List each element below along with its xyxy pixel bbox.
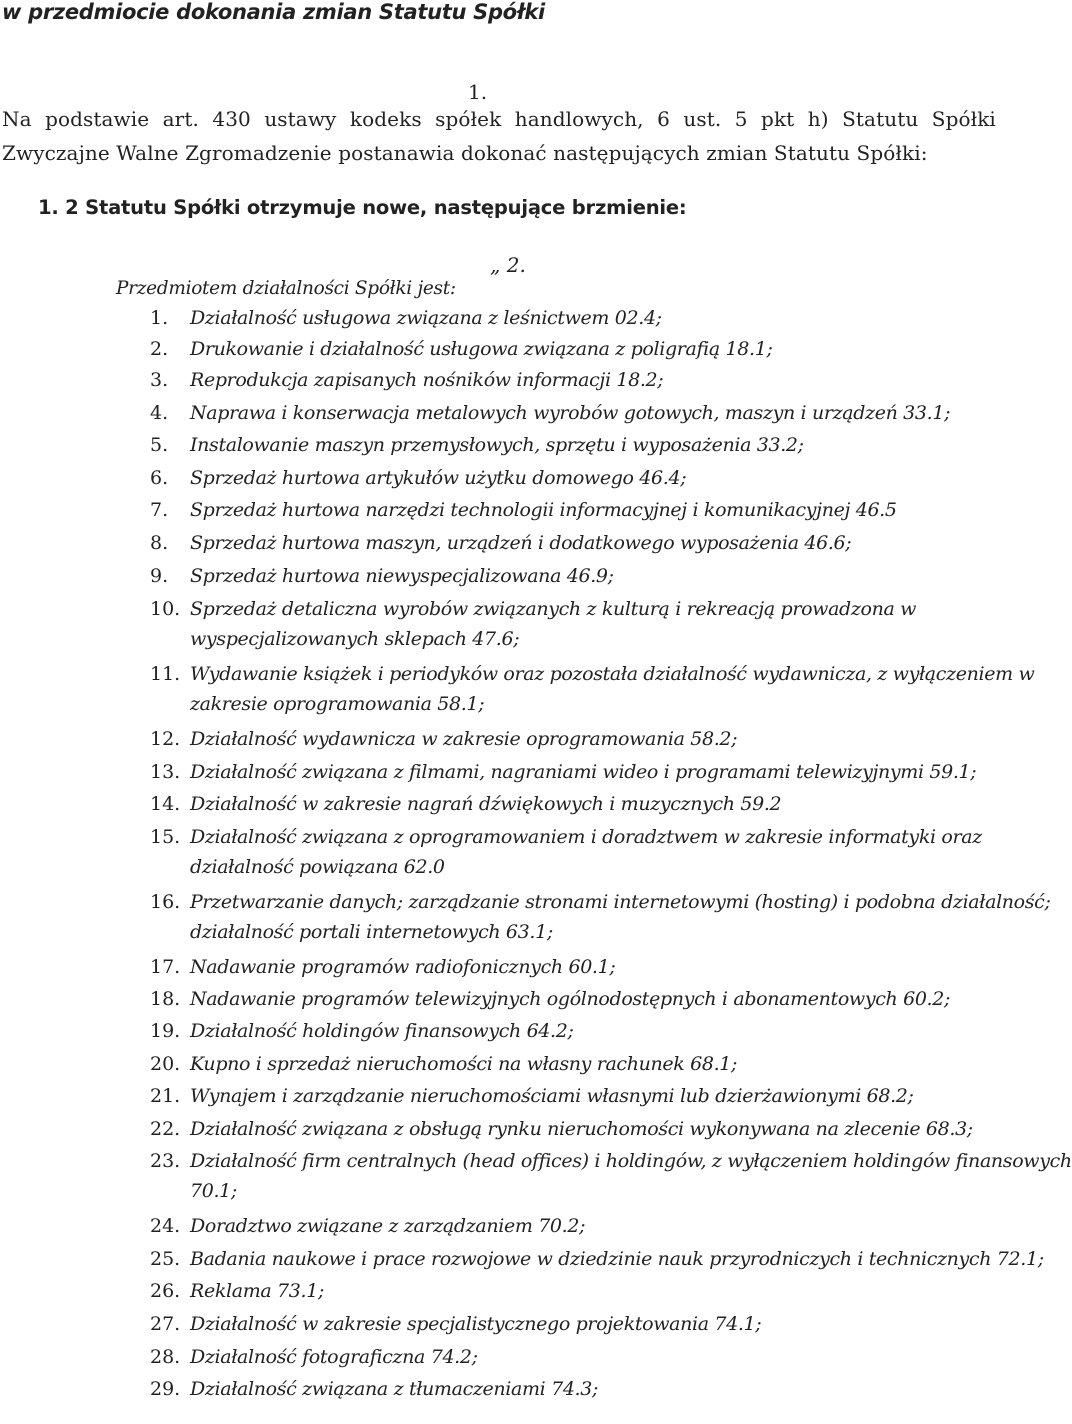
list-item-text: Sprzedaż hurtowa artykułów użytku domowego 46.4;: [190, 467, 687, 489]
list-item-number: 12.: [150, 728, 181, 750]
list-item-number: 25.: [150, 1248, 181, 1270]
list-item-number: 29.: [150, 1378, 181, 1400]
list-item-number: 27.: [150, 1313, 181, 1335]
list-item-number: 26.: [150, 1280, 181, 1302]
intro-text: Przedmiotem działalności Spółki jest:: [116, 278, 456, 299]
list-item-number: 5.: [150, 434, 169, 456]
list-item-text: Wynajem i zarządzanie nieruchomościami własnymi lub dzierżawionymi 68.2;: [190, 1085, 914, 1107]
list-item-text: Działalność związana z filmami, nagraniami wideo i programami telewizyjnymi 59.1;: [190, 761, 977, 783]
list-item-number: 8.: [150, 532, 169, 554]
list-item-text: Reklama 73.1;: [190, 1280, 325, 1302]
point-1-heading: 1. 2 Statutu Spółki otrzymuje nowe, następujące brzmienie:: [38, 196, 687, 219]
list-item-text: Sprzedaż hurtowa maszyn, urządzeń i dodatkowego wyposażenia 46.6;: [190, 532, 852, 554]
list-item-number: 7.: [150, 499, 169, 521]
list-item-number: 1.: [150, 307, 169, 329]
list-item-text: Działalność wydawnicza w zakresie oprogramowania 58.2;: [190, 728, 738, 750]
list-item-number: 9.: [150, 565, 169, 587]
list-item-number: 21.: [150, 1085, 181, 1107]
list-item-number: 2.: [150, 338, 169, 360]
list-item-text: Reprodukcja zapisanych nośników informacji 18.2;: [190, 369, 664, 391]
list-item-number: 13.: [150, 761, 181, 783]
list-item-number: 18.: [150, 988, 181, 1010]
list-item-number: 23.: [150, 1150, 181, 1172]
list-item-text: zakresie oprogramowania 58.1;: [190, 693, 485, 715]
list-item-text: Nadawanie programów telewizyjnych ogólnodostępnych i abonamentowych 60.2;: [190, 988, 951, 1010]
section-number-2: „ 2.: [490, 253, 526, 277]
list-item-text: Drukowanie i działalność usługowa związana z poligrafią 18.1;: [190, 338, 773, 360]
list-item-text: Działalność holdingów finansowych 64.2;: [190, 1020, 574, 1042]
list-item-text: działalność powiązana 62.0: [190, 856, 445, 878]
list-item-text: Instalowanie maszyn przemysłowych, sprzętu i wyposażenia 33.2;: [190, 434, 804, 456]
list-item-text: 70.1;: [190, 1180, 237, 1202]
list-item-text: Działalność związana z tłumaczeniami 74.3;: [190, 1378, 599, 1400]
list-item-number: 28.: [150, 1346, 181, 1368]
list-item-text: Działalność związana z oprogramowaniem i doradztwem w zakresie informatyki oraz: [190, 826, 982, 848]
list-item-text: Działalność związana z obsługą rynku nieruchomości wykonywana na zlecenie 68.3;: [190, 1118, 973, 1140]
list-item-text: Doradztwo związane z zarządzaniem 70.2;: [190, 1215, 586, 1237]
list-item-text: Naprawa i konserwacja metalowych wyrobów gotowych, maszyn i urządzeń 33.1;: [190, 402, 951, 424]
list-item-text: Sprzedaż hurtowa niewyspecjalizowana 46.9;: [190, 565, 614, 587]
list-item-text: Sprzedaż detaliczna wyrobów związanych z kulturą i rekreacją prowadzona w: [190, 598, 917, 620]
list-item-number: 6.: [150, 467, 169, 489]
list-item-text: Przetwarzanie danych; zarządzanie stronami internetowymi (hosting) i podobna działalność;: [190, 891, 1051, 913]
list-item-number: 24.: [150, 1215, 181, 1237]
list-item-number: 15.: [150, 826, 181, 848]
list-item-number: 14.: [150, 793, 181, 815]
list-item-text: działalność portali internetowych 63.1;: [190, 921, 553, 943]
list-item-number: 19.: [150, 1020, 181, 1042]
list-item-number: 17.: [150, 956, 181, 978]
list-item-text: Działalność fotograficzna 74.2;: [190, 1346, 478, 1368]
list-item-number: 11.: [150, 663, 181, 685]
list-item-number: 22.: [150, 1118, 181, 1140]
list-item-number: 16.: [150, 891, 181, 913]
list-item-number: 4.: [150, 402, 169, 424]
list-item-text: Działalność w zakresie specjalistycznego projektowania 74.1;: [190, 1313, 762, 1335]
list-item-number: 10.: [150, 598, 181, 620]
list-item-text: Działalność usługowa związana z leśnictwem 02.4;: [190, 307, 662, 329]
list-item-text: wyspecjalizowanych sklepach 47.6;: [190, 628, 520, 650]
section-number-1: 1.: [468, 80, 488, 104]
list-item-text: Badania naukowe i prace rozwojowe w dziedzinie nauk przyrodniczych i technicznych 72.1;: [190, 1248, 1044, 1270]
list-item-text: Działalność w zakresie nagrań dźwiękowych i muzycznych 59.2: [190, 793, 782, 815]
list-item-text: Sprzedaż hurtowa narzędzi technologii informacyjnej i komunikacyjnej 46.5: [190, 499, 897, 521]
list-item-text: Nadawanie programów radiofonicznych 60.1;: [190, 956, 616, 978]
document-title: w przedmiocie dokonania zmian Statutu Spółki: [2, 0, 545, 24]
list-item-text: Kupno i sprzedaż nieruchomości na własny rachunek 68.1;: [190, 1053, 738, 1075]
paragraph-line-2: Zwyczajne Walne Zgromadzenie postanawia dokonać następujących zmian Statutu Spółki:: [2, 141, 928, 165]
list-item-number: 3.: [150, 369, 169, 391]
list-item-text: Wydawanie książek i periodyków oraz pozostała działalność wydawnicza, z wyłączeniem w: [190, 663, 1035, 685]
list-item-text: Działalność firm centralnych (head offices) i holdingów, z wyłączeniem holdingów finansowych: [190, 1150, 1072, 1172]
list-item-number: 20.: [150, 1053, 181, 1075]
paragraph-line-1: Na podstawie art. 430 ustawy kodeks spółek handlowych, 6 ust. 5 pkt h) Statutu Spółki: [2, 107, 996, 131]
